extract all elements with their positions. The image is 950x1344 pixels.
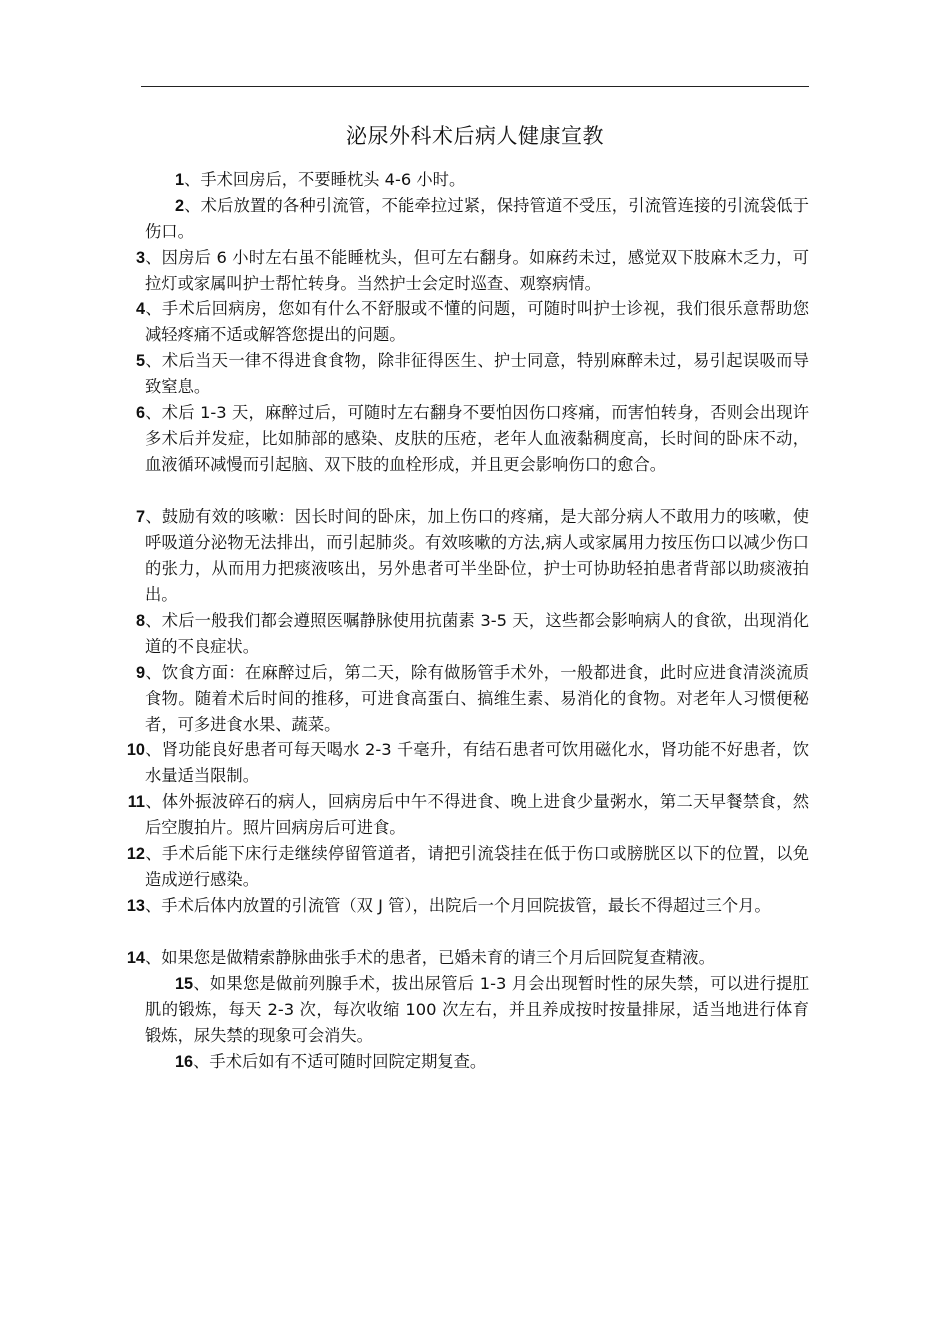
list-item-7 bbox=[106, 504, 809, 608]
item-text: 、术后当天一律不得进食食物，除非征得医生、护士同意，特别麻醉未过，易引起误吸而导致窒息。 bbox=[145, 351, 809, 396]
list-item-13 bbox=[106, 893, 809, 919]
item-text: 、术后一般我们都会遵照医嘱静脉使用抗菌素 3-5 天，这些都会影响病人的食欲，出现消化道的不良症状。 bbox=[145, 611, 809, 656]
item-number: 3 bbox=[135, 249, 145, 267]
list-item-5 bbox=[106, 348, 809, 400]
item-number: 8 bbox=[135, 612, 145, 630]
list-item-2 bbox=[145, 193, 809, 245]
item-number: 2 bbox=[175, 197, 185, 215]
list-item-16 bbox=[145, 1049, 809, 1075]
item-text: 、体外振波碎石的病人，回病房后中午不得进食、晚上进食少量粥水，第二天早餐禁食，然后空腹拍片。照片回病房后可进食。 bbox=[145, 792, 809, 837]
list-item-15 bbox=[145, 971, 809, 1049]
item-text: 、因房后 6 小时左右虽不能睡枕头，但可左右翻身。如麻药未过，感觉双下肢麻木乏力，可拉灯或家属叫护士帮忙转身。当然护士会定时巡查、观察病情。 bbox=[145, 248, 809, 293]
item-number: 15 bbox=[175, 975, 194, 993]
list-item-14 bbox=[106, 945, 809, 971]
item-text: 、手术回房后，不要睡枕头 4-6 小时。 bbox=[184, 170, 466, 189]
item-number: 6 bbox=[135, 404, 145, 422]
item-text: 、手术后回病房，您如有什么不舒服或不懂的问题，可随时叫护士诊视，我们很乐意帮助您减轻疼痛不适或解答您提出的问题。 bbox=[145, 299, 809, 344]
list-item-9 bbox=[106, 660, 809, 738]
item-text: 、如果您是做精索静脉曲张手术的患者，已婚未育的请三个月后回院复查精液。 bbox=[145, 948, 715, 967]
list-item-4 bbox=[106, 296, 809, 348]
item-text: 、手术后能下床行走继续停留管道者，请把引流袋挂在低于伤口或膀胱区以下的位置，以免造成逆行感染。 bbox=[145, 844, 809, 889]
list-item-11 bbox=[106, 789, 809, 841]
item-number: 10 bbox=[126, 741, 145, 759]
item-number: 11 bbox=[127, 793, 145, 811]
item-number: 4 bbox=[135, 300, 145, 318]
item-number: 7 bbox=[135, 508, 145, 526]
list-item-8 bbox=[106, 608, 809, 660]
item-text: 、鼓励有效的咳嗽：因长时间的卧床，加上伤口的疼痛，是大部分病人不敢用力的咳嗽，使呼吸道分泌物无法排出，而引起肺炎。有效咳嗽的方法,病人或家属用力按压伤口以减少伤口的张力，从而用力把痰液咳出，另外患者可半坐卧位，护士可协助轻拍患者背部以助痰液拍出。 bbox=[145, 507, 809, 604]
list-item-1 bbox=[145, 167, 809, 193]
item-text: 、手术后如有不适可随时回院定期复查。 bbox=[193, 1052, 487, 1071]
item-text: 、手术后体内放置的引流管（双 J 管），出院后一个月回院拔管，最长不得超过三个月。 bbox=[145, 896, 771, 915]
header-rule bbox=[141, 86, 809, 87]
item-number: 16 bbox=[175, 1053, 194, 1071]
list-item-3 bbox=[106, 245, 809, 297]
item-number: 1 bbox=[175, 171, 185, 189]
document-title: 泌尿外科术后病人健康宣教 bbox=[346, 124, 604, 148]
item-text: 、如果您是做前列腺手术，拔出尿管后 1-3 月会出现暂时性的尿失禁，可以进行提肛肌的锻炼，每天 2-3 次，每次收缩 100 次左右，并且养成按时按量排尿，适当地进行体育锻炼，尿失禁的现象可会消失。 bbox=[145, 974, 809, 1045]
list-item-12 bbox=[106, 841, 809, 893]
list-item-6 bbox=[106, 400, 809, 478]
item-text: 、术后放置的各种引流管，不能牵拉过紧，保持管道不受压，引流管连接的引流袋低于伤口。 bbox=[145, 196, 809, 241]
list-item-10 bbox=[106, 737, 809, 789]
item-number: 14 bbox=[126, 949, 145, 967]
item-text: 、术后 1-3 天，麻醉过后，可随时左右翻身不要怕因伤口疼痛，而害怕转身，否则会出现许多术后并发症，比如肺部的感染、皮肤的压疮，老年人血液黏稠度高，长时间的卧床不动，血液循环减慢而引起脑、双下肢的血栓形成，并且更会影响伤口的愈合。 bbox=[145, 403, 809, 474]
item-number: 13 bbox=[126, 897, 145, 915]
item-number: 12 bbox=[126, 845, 145, 863]
item-text: 、肾功能良好患者可每天喝水 2-3 千毫升，有结石患者可饮用磁化水，肾功能不好患者，饮水量适当限制。 bbox=[145, 740, 809, 785]
item-text: 、饮食方面：在麻醉过后，第二天，除有做肠管手术外，一般都进食，此时应进食清淡流质食物。随着术后时间的推移，可进食高蛋白、搞维生素、易消化的食物。对老年人习惯便秘者，可多进食水果、蔬菜。 bbox=[145, 663, 809, 734]
item-number: 9 bbox=[135, 664, 145, 682]
item-number: 5 bbox=[135, 352, 145, 370]
